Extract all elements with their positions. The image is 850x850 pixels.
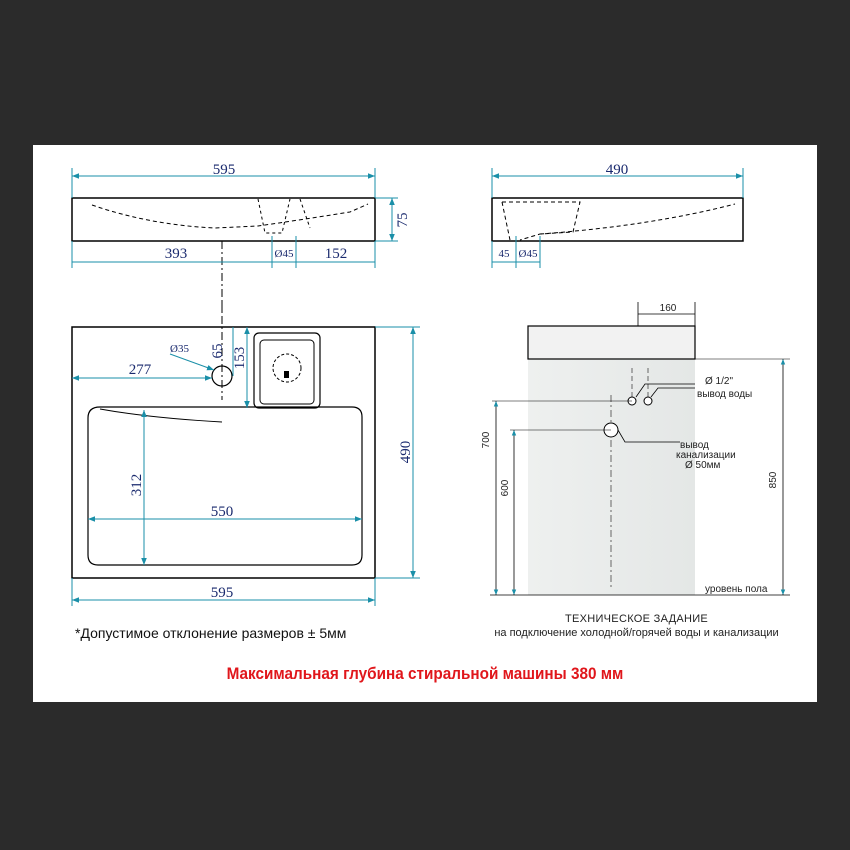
water-outlet-label: вывод воды [697, 389, 753, 400]
front-outline [72, 198, 375, 241]
dim-hole-x: 277 [128, 362, 152, 378]
dim-box-depth: 153 [232, 346, 248, 370]
dim-front-width: 595 [212, 162, 236, 178]
side-view [492, 162, 743, 268]
side-outline [492, 198, 743, 241]
water-size-label: Ø 1/2" [705, 376, 734, 387]
sewer-label-3: Ø 50мм [685, 460, 721, 471]
dim-front-drain: Ø45 [274, 248, 294, 260]
floor-label: уровень пола [705, 584, 768, 595]
dim-front-left: 393 [164, 246, 188, 262]
top-view [72, 300, 420, 606]
dim-h850: 850 [768, 471, 779, 489]
sink-profile [528, 326, 695, 359]
dim-h600: 600 [500, 479, 511, 497]
dim-bowl-width: 550 [210, 504, 234, 520]
top-outline [72, 327, 375, 578]
tech-scheme [481, 302, 790, 595]
tolerance-note: *Допустимое отклонение размеров ± 5мм [75, 625, 347, 641]
dim-hole-y: 65 [210, 343, 226, 359]
dim-side-width: 490 [605, 162, 629, 178]
dim-front-height: 75 [395, 212, 411, 228]
dim-h700: 700 [481, 431, 492, 449]
headline: Максимальная глубина стиральной машины 380 мм [226, 664, 624, 683]
dim-top-width: 595 [210, 585, 234, 601]
dim-hole: Ø35 [170, 343, 189, 355]
front-view [72, 162, 411, 320]
dim-side-offset: 45 [498, 248, 510, 260]
dim-side-drain: Ø45 [518, 248, 538, 260]
tech-subtitle: на подключение холодной/горячей воды и канализации [494, 627, 779, 639]
front-bowl-hidden [92, 204, 368, 228]
dim-front-right: 152 [324, 246, 348, 262]
sewer-label-2: канализации [676, 450, 736, 461]
sewer-label-1: вывод [680, 440, 709, 451]
dim-tech-top: 160 [659, 303, 677, 314]
drain-box-outer [254, 333, 320, 408]
tech-title: ТЕХНИЧЕСКОЕ ЗАДАНИЕ [564, 613, 709, 625]
dim-bowl-depth: 312 [129, 473, 145, 497]
dim-top-depth: 490 [398, 440, 414, 464]
water-outlet-2 [644, 397, 652, 405]
